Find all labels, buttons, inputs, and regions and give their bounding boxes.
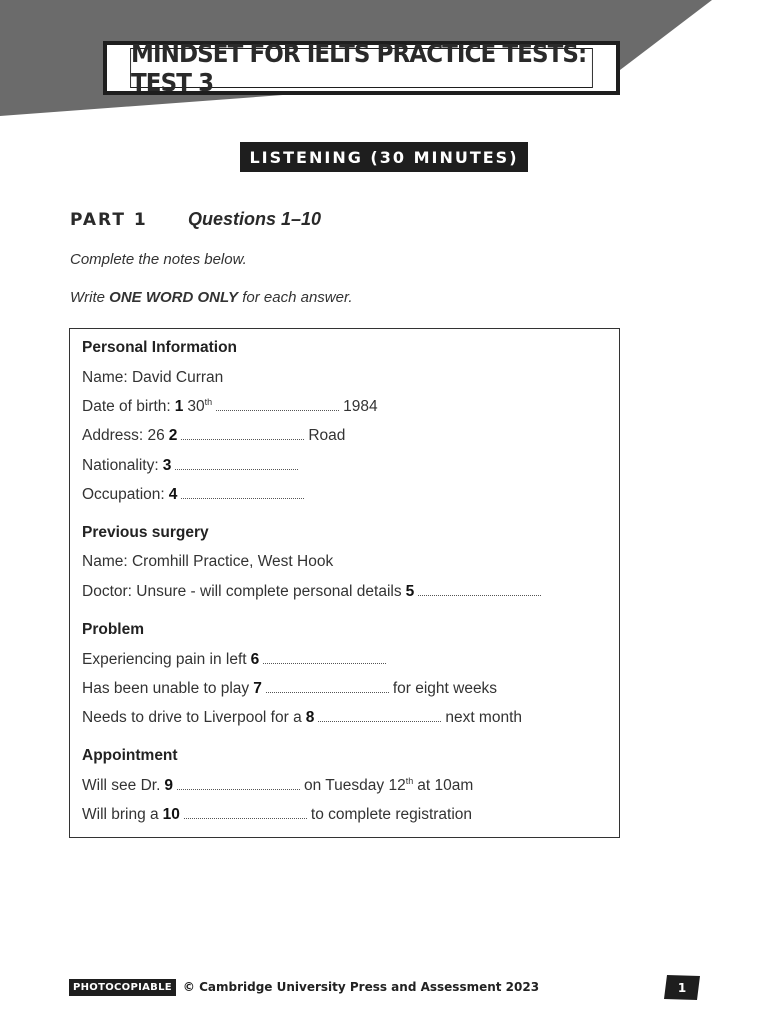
question-number: 1 — [174, 398, 184, 415]
instruction-text: for each answer. — [238, 289, 353, 306]
answer-gap-6[interactable] — [263, 663, 386, 664]
note-see-doctor — [82, 777, 473, 795]
note-surgery-name: Name: Cromhill Practice, West Hook — [82, 553, 334, 570]
page-title-box — [103, 41, 620, 95]
note-value: 30 — [187, 398, 205, 415]
note-label: Doctor: Unsure - will complete personal details — [82, 583, 402, 600]
answer-gap-1[interactable] — [216, 410, 339, 411]
question-number: 3 — [162, 457, 172, 474]
answer-gap-8[interactable] — [318, 721, 441, 722]
note-value: to complete registration — [310, 806, 473, 823]
heading-previous-surgery: Previous surgery — [82, 524, 209, 541]
note-drive — [82, 709, 522, 727]
page-number: 1 — [677, 980, 687, 995]
note-value: Road — [308, 427, 346, 444]
note-nationality — [82, 457, 302, 475]
answer-gap-4[interactable] — [181, 498, 304, 499]
note-doctor — [82, 583, 545, 601]
note-label: Will bring a — [82, 806, 159, 823]
instruction-text: Write — [70, 289, 110, 306]
footer — [69, 978, 539, 996]
note-value: next month — [445, 709, 523, 726]
question-number: 2 — [168, 427, 178, 444]
note-label: Needs to drive to Liverpool for a — [82, 709, 302, 726]
question-number: 10 — [162, 806, 180, 823]
note-value: 1984 — [343, 398, 378, 415]
answer-gap-9[interactable] — [177, 789, 300, 790]
page-title: MINDSET FOR IELTS PRACTICE TESTS: TEST 3 — [130, 48, 593, 88]
question-number: 7 — [253, 680, 262, 697]
note-label: Occupation: — [82, 486, 165, 503]
note-date-of-birth — [82, 398, 378, 416]
note-label: Has been unable to play — [82, 680, 250, 697]
ordinal-suffix: th — [204, 397, 213, 407]
heading-appointment: Appointment — [82, 747, 178, 764]
instruction-word-limit — [70, 289, 353, 306]
question-number: 5 — [405, 583, 415, 600]
ordinal-suffix: th — [405, 776, 414, 786]
question-number: 9 — [164, 777, 173, 794]
question-number: 6 — [250, 651, 260, 668]
instruction-complete: Complete the notes below. — [70, 251, 247, 268]
note-name: Name: David Curran — [82, 369, 224, 386]
answer-gap-5[interactable] — [418, 595, 541, 596]
note-label: Date of birth: — [82, 398, 171, 415]
answer-gap-3[interactable] — [175, 469, 298, 470]
answer-gap-7[interactable] — [266, 692, 389, 693]
note-label: Experiencing pain in left — [82, 651, 247, 668]
note-value: at 10am — [417, 777, 474, 794]
answer-gap-2[interactable] — [181, 439, 304, 440]
section-badge: LISTENING (30 MINUTES) — [240, 142, 528, 172]
note-value: for eight weeks — [392, 680, 498, 697]
note-unable-to-play — [82, 680, 497, 698]
question-number: 4 — [168, 486, 178, 503]
copyright-notice: © Cambridge University Press and Assessment 2023 — [182, 980, 540, 994]
note-bring — [82, 806, 472, 824]
notes-box — [69, 328, 620, 838]
note-label: Address: 26 — [82, 427, 165, 444]
note-occupation — [82, 486, 308, 504]
question-number: 8 — [305, 709, 315, 726]
answer-gap-10[interactable] — [184, 818, 307, 819]
note-label: Nationality: — [82, 457, 159, 474]
instruction-emphasis: ONE WORD ONLY — [109, 289, 239, 306]
questions-range: Questions 1–10 — [188, 209, 322, 229]
note-pain — [82, 651, 390, 669]
heading-problem: Problem — [82, 621, 145, 638]
note-label: Will see Dr. — [82, 777, 161, 794]
part-label: PART 1 — [70, 210, 148, 230]
heading-personal-information: Personal Information — [82, 339, 238, 356]
photocopiable-badge: PHOTOCOPIABLE — [69, 979, 176, 996]
part-heading — [70, 209, 321, 235]
note-value: on Tuesday 12 — [304, 777, 406, 794]
note-address — [82, 427, 345, 445]
